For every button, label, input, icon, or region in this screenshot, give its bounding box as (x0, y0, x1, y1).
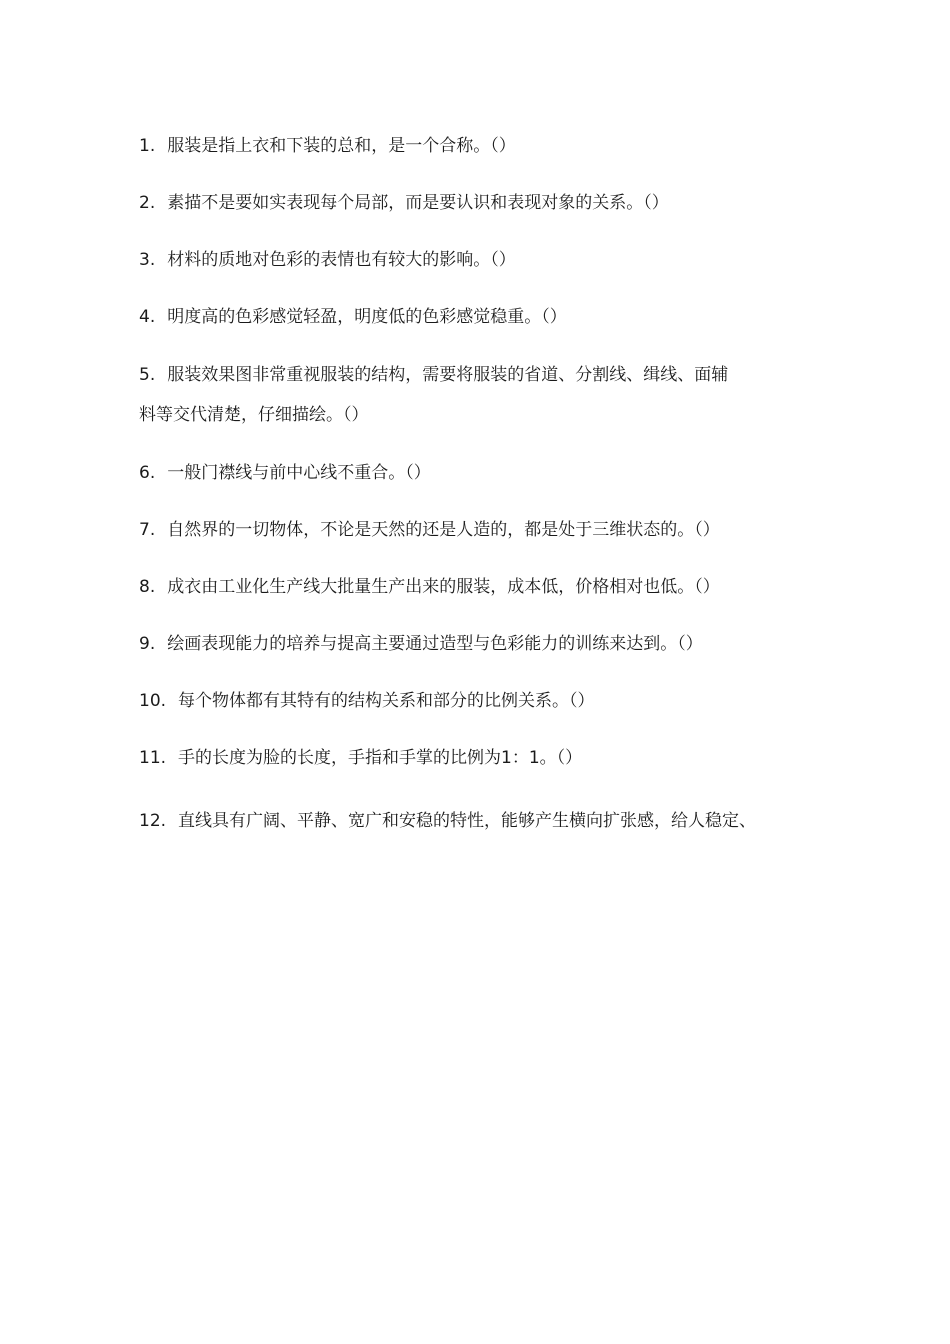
question-text: 自然界的一切物体，不论是天然的还是人造的，都是处于三维状态的。（） (167, 520, 720, 540)
question-number: 8. (139, 577, 156, 597)
question-number: 4. (139, 307, 156, 327)
question-text: 成衣由工业化生产线大批量生产出来的服装，成本低，价格相对也低。（） (167, 577, 720, 597)
question-12 (139, 809, 839, 833)
question-text: 绘画表现能力的培养与提高主要通过造型与色彩能力的训练来达到。（） (167, 634, 703, 654)
question-number: 7. (139, 520, 156, 540)
question-number: 9. (139, 634, 156, 654)
question-text: 手的长度为脸的长度，手指和手掌的比例为1：1。（） (178, 748, 583, 768)
question-text: 明度高的色彩感觉轻盈，明度低的色彩感觉稳重。（） (167, 307, 567, 327)
question-8 (139, 575, 839, 599)
question-text: 服装是指上衣和下装的总和，是一个合称。（） (167, 136, 516, 156)
question-number: 11. (139, 748, 167, 768)
question-7 (139, 518, 839, 542)
question-number: 5. (139, 365, 156, 385)
question-number: 3. (139, 250, 156, 270)
question-text: 材料的质地对色彩的表情也有较大的影响。（） (167, 250, 516, 270)
question-3 (139, 248, 839, 272)
question-text: 一般门襟线与前中心线不重合。（） (167, 463, 431, 483)
question-2 (139, 191, 839, 215)
question-number: 1. (139, 136, 156, 156)
question-1 (139, 134, 839, 158)
question-number: 2. (139, 193, 156, 213)
question-text: 服装效果图非常重视服装的结构，需要将服装的省道、分割线、缉线、面辅 (167, 365, 729, 385)
question-9 (139, 632, 839, 656)
question-text: 素描不是要如实表现每个局部，而是要认识和表现对象的关系。（） (167, 193, 669, 213)
question-10 (139, 689, 839, 713)
question-text: 直线具有广阔、平静、宽广和安稳的特性，能够产生横向扩张感，给人稳定、 (178, 811, 757, 831)
question-11 (139, 746, 839, 770)
question-4 (139, 305, 839, 329)
question-text: 每个物体都有其特有的结构关系和部分的比例关系。（） (178, 691, 595, 711)
question-number: 10. (139, 691, 167, 711)
question-number: 12. (139, 811, 167, 831)
question-text-continuation: 料等交代清楚，仔细描绘。（） (139, 405, 369, 425)
question-5 (139, 363, 839, 427)
question-6 (139, 461, 839, 485)
question-number: 6. (139, 463, 156, 483)
